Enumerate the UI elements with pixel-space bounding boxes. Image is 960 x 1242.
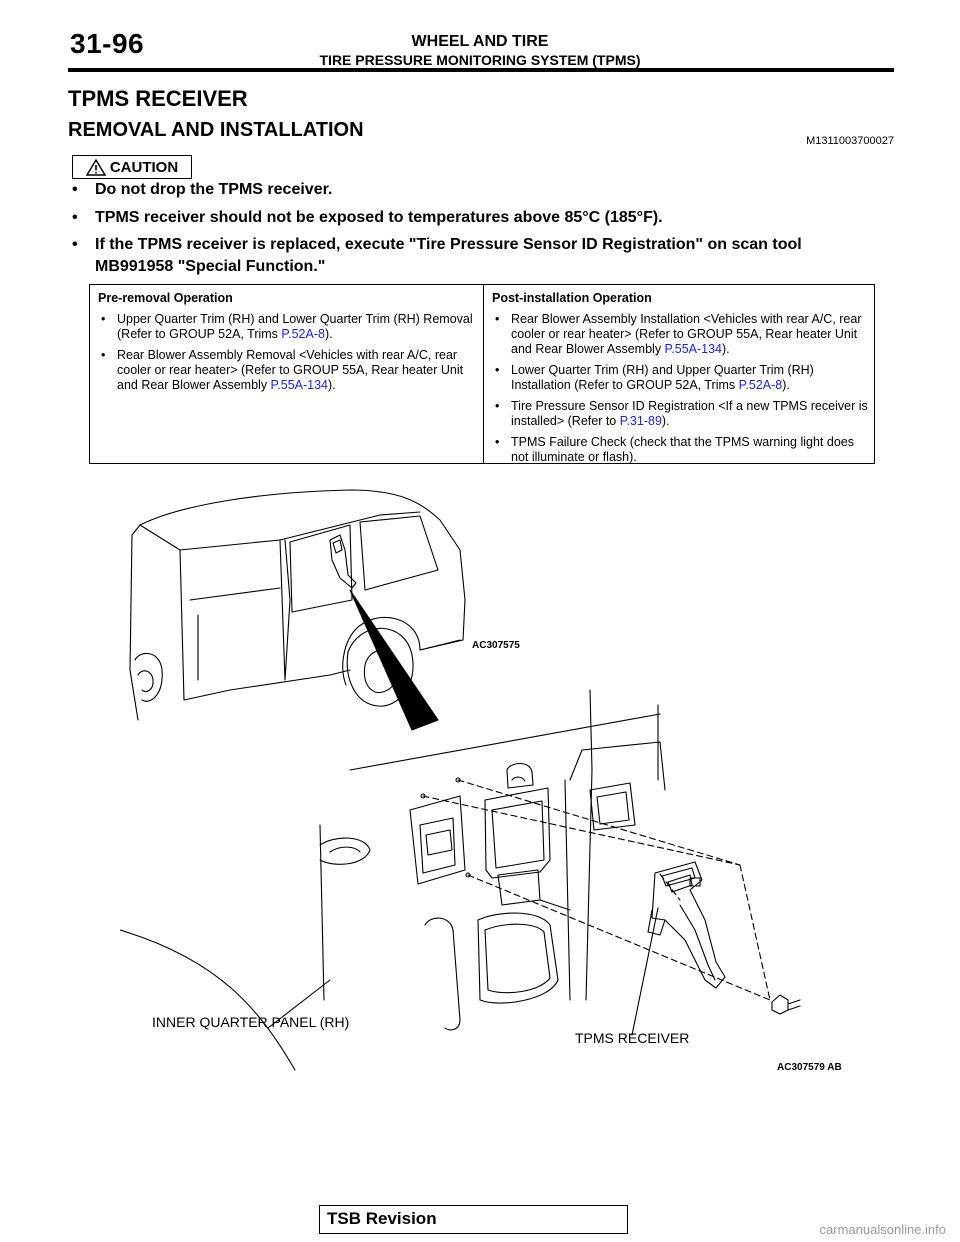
section-title: TPMS RECEIVER	[68, 86, 248, 111]
bullet-icon: •	[101, 312, 106, 326]
interior-drawing	[120, 690, 665, 1070]
bullet-icon: •	[495, 435, 500, 449]
bullet-icon: •	[72, 236, 78, 253]
bullet-icon: •	[72, 181, 78, 198]
operation-item: • Lower Quarter Trim (RH) and Upper Quarter Trim (RH) Installation (Refer to GROUP 52A, Trims P.52A-8).	[495, 363, 814, 392]
pre-removal-column	[90, 285, 484, 463]
section-subtitle: REMOVAL AND INSTALLATION	[68, 119, 364, 141]
caution-item: • TPMS receiver should not be exposed to temperatures above 85°C (185°F).	[72, 207, 872, 229]
bullet-icon: •	[72, 209, 78, 226]
vehicle-drawing	[130, 490, 465, 730]
illustration	[120, 480, 880, 1080]
post-installation-heading: Post-installation Operation	[492, 291, 652, 305]
bolt-drawing	[772, 995, 800, 1014]
vehicle-figure-code: AC307575	[472, 640, 520, 651]
header-title: WHEEL AND TIRE	[411, 33, 549, 50]
page-number: 31-96	[70, 28, 145, 59]
caution-box	[72, 155, 192, 179]
page-link[interactable]: P.52A-8	[738, 378, 783, 392]
caution-label: CAUTION	[109, 158, 179, 176]
tpms-receiver-label: TPMS RECEIVER	[575, 1030, 690, 1046]
operation-item: • TPMS Failure Check (check that the TPMS warning light does not illuminate or flash).	[495, 435, 854, 464]
tpms-receiver-part	[648, 862, 725, 988]
operation-item: • Tire Pressure Sensor ID Registration <If a new TPMS receiver is installed> (Refer to P.31-89).	[495, 399, 868, 428]
operation-item: • Upper Quarter Trim (RH) and Lower Quarter Trim (RH) Removal (Refer to GROUP 52A, Trims P.52A-8).	[101, 312, 473, 341]
caution-item: • Do not drop the TPMS receiver.	[72, 179, 872, 201]
figure-code: AC307579 AB	[777, 1062, 842, 1073]
header-rule	[68, 68, 894, 72]
assembly-guide-lines	[423, 780, 770, 1000]
operation-item: • Rear Blower Assembly Removal <Vehicles with rear A/C, rear cooler or rear heater> (Refer to GROUP 55A, Rear heater Unit and Rear Blower Assembly P.55A-134).	[101, 348, 464, 392]
operations-table	[89, 284, 875, 464]
post-installation-column	[484, 285, 876, 463]
operation-item: • Rear Blower Assembly Installation <Vehicles with rear A/C, rear cooler or rear heater> (Refer to GROUP 55A, Rear heater Unit and Rear Blower Assembly P.55A-134).	[495, 312, 862, 356]
watermark: carmanualsonline.info	[819, 1222, 946, 1237]
document-code: M1311003700027	[806, 135, 894, 147]
bullet-icon: •	[495, 312, 500, 326]
pre-removal-heading: Pre-removal Operation	[98, 291, 233, 305]
page-link[interactable]: P.52A-8	[281, 327, 325, 341]
header-subtitle: TIRE PRESSURE MONITORING SYSTEM (TPMS)	[319, 52, 641, 68]
caution-item: • If the TPMS receiver is replaced, execute "Tire Pressure Sensor ID Registration" on scan tool MB991958 "Special Function."	[72, 236, 802, 275]
receiver-leader-line	[632, 908, 658, 1035]
warning-icon	[86, 159, 106, 176]
bullet-icon: •	[495, 399, 500, 413]
page-link[interactable]: P.31-89	[619, 414, 662, 428]
inner-quarter-panel-label: INNER QUARTER PANEL (RH)	[152, 1014, 350, 1030]
tsb-revision: TSB Revision	[319, 1205, 628, 1234]
page-link[interactable]: P.55A-134	[270, 378, 329, 392]
bullet-icon: •	[101, 348, 106, 362]
page-link[interactable]: P.55A-134	[664, 342, 723, 356]
bullet-icon: •	[495, 363, 500, 377]
